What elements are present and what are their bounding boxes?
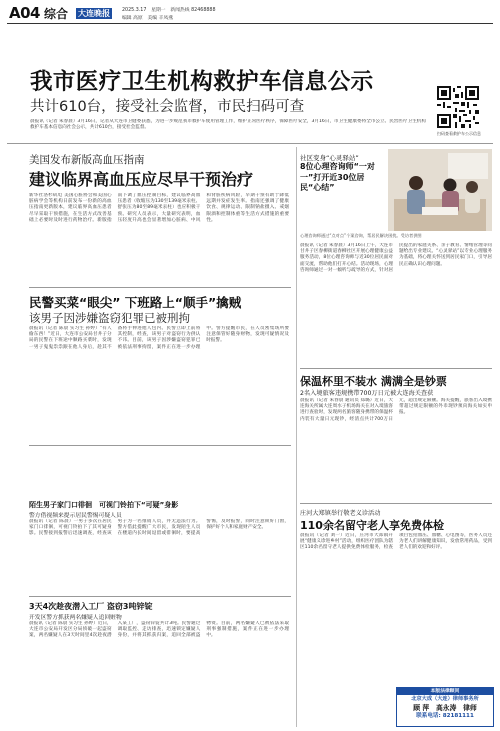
story5-rule xyxy=(29,596,291,597)
story4-body: 晨报讯（记者 陈晨 实习生 孙婷）“有人偷东西！”近日，大连市公安局甘井子分局的民警在下班途中顺路买菜时，发现一男子鬼鬼祟祟跟在他人身后，趁其不备将手伸进他人包内。民警立即上前将其控制，经查，该男子对盗窃行为供认不讳。目前，该男子因涉嫌盗窃犯罪已被依法刑事拘留，案件正在进一步办理中。警方提醒市民，在人员密集场所要注意保管好随身财物，发现可疑情况及时报警。 xyxy=(29,326,289,350)
qr-caption: 扫码查看救护车公示信息 xyxy=(437,131,481,136)
lead-headline: 我市医疗卫生机构救护车信息公示 xyxy=(30,69,374,95)
story3-photo xyxy=(388,149,492,231)
story6-headline: 3天4次趁夜潜入工厂 盗窃3吨锌锭 xyxy=(29,602,153,611)
story4-subheadline: 该男子因涉嫌盗窃犯罪已被刑拘 xyxy=(29,311,190,325)
masthead-rule xyxy=(7,23,493,24)
story3-headline: 8位心理咨询师“一对一”打开近30位居民“心结” xyxy=(300,162,375,192)
story4-headline: 民警买菜“眼尖” 下班路上“顺手”擒贼 xyxy=(29,295,242,310)
story7-subheadline: 2名入境旅客违规携带700万日元被大连海关查获 xyxy=(300,390,434,397)
ad-lawyer-names: 顾 萍 高永涛 律师 xyxy=(413,704,477,712)
story2-kicker: 美国发布新版高血压指南 xyxy=(29,154,145,166)
editor-line: 编辑 高原 美编 辛凤燕 xyxy=(122,16,174,21)
page-id: A04 xyxy=(9,4,40,22)
date-line: 2025.3.17 星期一 新闻热线 82468888 xyxy=(122,8,216,13)
section-name: 综合 xyxy=(44,7,69,21)
story3-body: 晨报讯（记者 朱春晨）3月16日上午，大连市甘井子区春柳街道春柳社区开展心理健康公益服务活动，8位心理咨询师与近30位居民面对面交流，帮助他们打开心结。活动现场，心理咨询师通过一对一倾听与疏导的方式，针对居民提出的家庭关系、亲子教育、情绪管理等问题给出专业建议。“心灵驿站”以专业心理服务为基础，将心理关怀送到居民家门口，引导居民正确认识心理问题。 xyxy=(300,243,492,273)
story8-headline: 110余名留守老人享免费体检 xyxy=(300,519,444,532)
story8-kicker: 庄河大郑镇举行敬老义诊活动 xyxy=(300,510,381,517)
story5-col-upper xyxy=(29,450,117,496)
column-divider xyxy=(296,147,297,727)
story7-body: 晨报讯（记者 朱春晨 通讯员 郑璐）近日，大连海关所属大连周水子机场海关在对入境旅客进行查验时，发现两名旅客随身携带的保温杯内装有大量日元现钞，经清点共计700万日元，超出规定限额。海关提醒，旅客出入境携带超过规定限额的外币现钞须向海关如实申报。 xyxy=(300,398,492,422)
lead-body: 晨报讯（记者 朱春晨）3月16日，记者从大连市卫健委获悉，为进一步规范我市救护车使用管理工作，维护正常医疗秩序，保障医疗安全，3月16日，市卫生健康委将全市公立、民营医疗卫生机构救护车基本信息向社会公示，共计610台，接受社会监督。 xyxy=(30,119,426,131)
paper-logo: 大连晚报 xyxy=(78,8,110,18)
qr-code[interactable] xyxy=(437,86,479,128)
story7-headline: 保温杯里不装水 满满全是钞票 xyxy=(300,375,447,388)
story3-kicker: 社区变身“心灵驿站” xyxy=(300,154,359,162)
story2-headline: 建议临界高血压应尽早干预治疗 xyxy=(29,170,254,189)
story6-body: 晨报讯（记者 陈晨 实习生 孙婷）近日，大连市公安局开发区分局侦破一起盗窃案，两名嫌疑人在3天时间里4次趁夜潜入某工厂，盗窃锌锭共计3吨。民警通过调取监控、走访排查，迅速锁定嫌疑人身份，并将其抓获归案，追回全部被盗物资。目前，两名嫌疑人已被依法采取刑事强制措施，案件正在进一步办理中。 xyxy=(29,621,289,639)
law-firm-ad xyxy=(396,687,494,727)
qr-pattern-icon xyxy=(437,86,479,128)
story8-body: 晨报讯（记者 刘一）近日，庄河市大郑镇开展“健康义诊进乡村”活动，组织医疗团队为辖区110余名留守老人提供免费体检服务，检查项目包括血压、血糖、心电图等，医务人员还为老人们讲解健康知识，发放常用药品，受到老人们的欢迎和好评。 xyxy=(300,533,492,551)
story5-headline: 陌生男子家门口徘徊 可视门铃拍下“可疑”身影 xyxy=(29,501,179,509)
story6-subheadline: 开发区警方抓获两名嫌疑人追回赃物 xyxy=(29,615,122,621)
lead-subheadline: 共计610台，接受社会监督，市民扫码可查 xyxy=(30,99,305,115)
story3-rule xyxy=(300,368,492,369)
story2-body: 新华社洛杉矶电 美国心脏协会和美国心脏病学会等机构日前发布一份新的高血压指南更新版本，建议临界高血压患者尽早采取干预措施，在生活方式改善基础上必要时及时进行药物治疗。新版指南下调了血压控制目标，建议临界高血压患者（收缩压为130至139毫米汞柱、舒张压为80至89毫米汞柱）也应积极干预。研究人员表示，大量研究表明，血压轻度升高也会显著增加心脏病、中风和肾脏疾病风险，早期干预有助于降低远期并发症发生率。指南还强调了健康饮食、规律运动、限制钠盐摄入、戒烟限酒和控制体重等生活方式措施的重要性。 xyxy=(29,193,289,223)
story5-subheadline: 警方借视频来提示居民警惕可疑人员 xyxy=(29,513,122,519)
story5-body: 晨报讯（记者 陈晨）一男子多次在居民家门口徘徊，可视门铃拍下了其可疑身影。民警接到报警后迅速调查，经查该男子为一名推销人员，并无违法行为。警方借此提醒广大市民，发现陌生人员在楼道内长时间逗留或徘徊时，要提高警惕，及时报警，同时注意锁好门窗，保护好个人和家庭财产安全。 xyxy=(29,519,289,537)
counseling-photo-icon xyxy=(388,149,492,231)
ad-top-line: 本版法律顾问 xyxy=(397,688,493,695)
lead-bottom-rule xyxy=(7,143,493,144)
story7-rule xyxy=(300,503,492,504)
ad-firm-name: 北京大成（大连）律师事务所 xyxy=(411,696,479,702)
story2-rule xyxy=(29,287,291,288)
ad-phone: 联系电话: 82181111 xyxy=(416,713,474,719)
story4-rule xyxy=(29,445,291,446)
story3-photo-caption: 心理咨询师通过“点对点”个案咨询，帮居民解决困扰。受访者供图 xyxy=(300,233,422,238)
